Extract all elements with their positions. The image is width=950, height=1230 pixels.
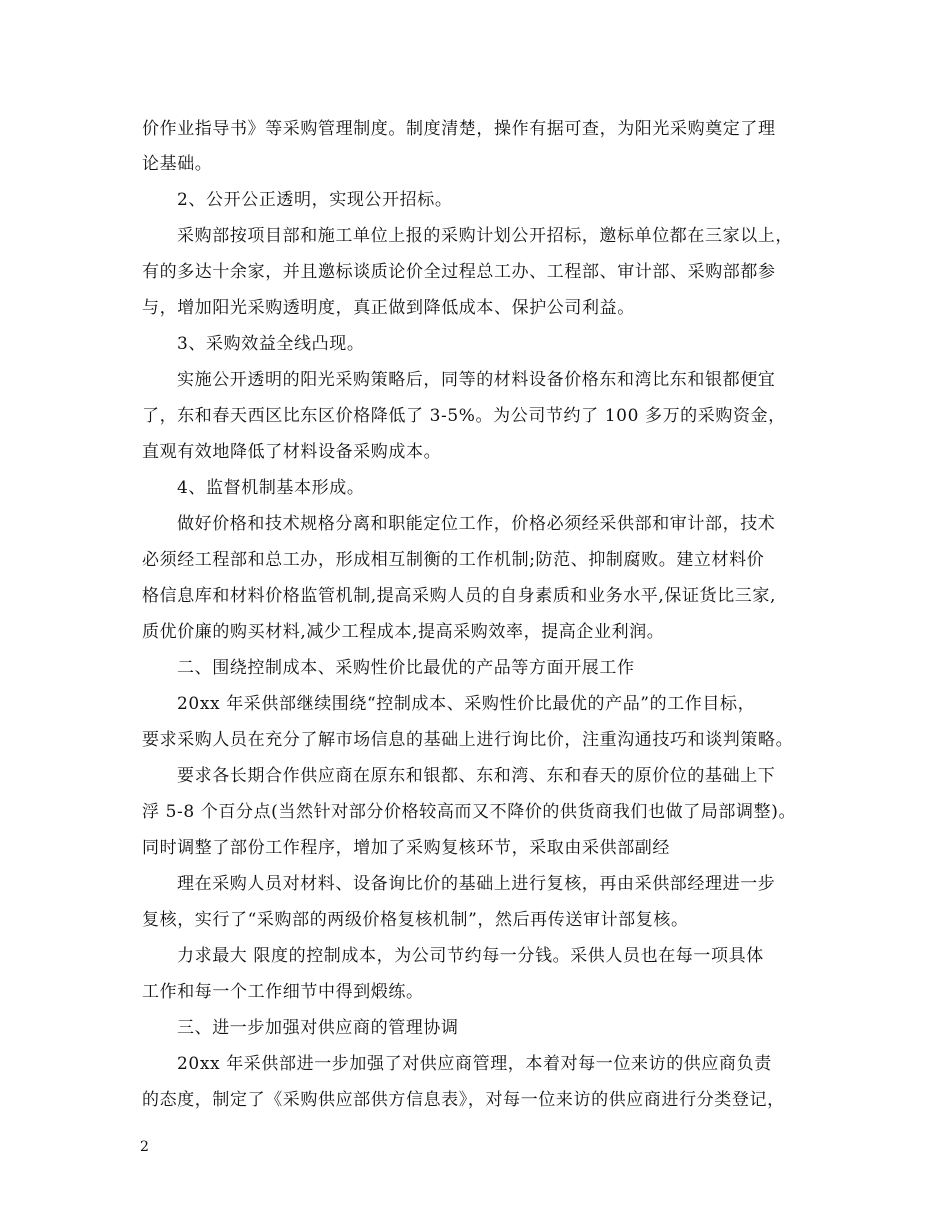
text-line: 工作和每一个工作细节中得到煅练。	[142, 982, 424, 1002]
section-heading: 三、进一步加强对供应商的管理协调	[177, 1018, 459, 1038]
page-number: 2	[140, 1139, 149, 1155]
text-line: 与，增加阳光采购透明度，真正做到降低成本、保护公司利益。	[142, 298, 635, 318]
text-line: 有的多达十余家，并且邀标谈质论价全过程总工办、工程部、审计部、采购部都参	[142, 262, 776, 282]
text-line: 20xx 年采供部进一步加强了对供应商管理，本着对每一位来访的供应商负责	[177, 1054, 772, 1074]
text-line: 论基础。	[142, 154, 213, 174]
text-line: 浮 5-8 个百分点(当然针对部分价格较高而又不降价的供货商我们也做了局部调整)。	[142, 802, 797, 822]
text-line: 格信息库和材料价格监管机制,提高采购人员的自身素质和业务水平,保证货比三家,	[142, 586, 777, 606]
text-line: 做好价格和技术规格分离和职能定位工作，价格必须经采供部和审计部，技术	[177, 514, 776, 534]
text-line: 力求最大 限度的控制成本，为公司节约每一分钱。采供人员也在每一项具体	[177, 946, 764, 966]
section-heading: 2、公开公正透明，实现公开招标。	[177, 190, 453, 210]
text-line: 20xx 年采供部继续围绕“控制成本、采购性价比最优的产品”的工作目标，	[177, 694, 756, 714]
section-heading: 4、监督机制基本形成。	[177, 478, 365, 498]
text-line: 价作业指导书》等采购管理制度。制度清楚，操作有据可查，为阳光采购奠定了理	[142, 119, 776, 139]
section-heading: 二、围绕控制成本、采购性价比最优的产品等方面开展工作	[177, 658, 635, 678]
text-line: 复核，实行了“采购部的两级价格复核机制”，然后再传送审计部复核。	[142, 910, 689, 930]
text-line: 的态度，制定了《采购供应部供方信息表》，对每一位来访的供应商进行分类登记，	[142, 1090, 785, 1110]
text-line: 必须经工程部和总工办，形成相互制衡的工作机制;防范、抑制腐败。建立材料价	[142, 550, 765, 570]
text-line: 采购部按项目部和施工单位上报的采购计划公开招标，邀标单位都在三家以上，	[177, 226, 793, 246]
text-line: 同时调整了部份工作程序，增加了采购复核环节，采取由采供部副经	[142, 838, 670, 858]
text-line: 了，东和春天西区比东区价格降低了 3-5%。为公司节约了 100 多万的采购资金，	[142, 406, 786, 426]
text-line: 质优价廉的购买材料,减少工程成本,提高采购效率，提高企业利润。	[142, 622, 665, 642]
text-line: 实施公开透明的阳光采购策略后，同等的材料设备价格东和湾比东和银都便宜	[177, 370, 776, 390]
text-line: 理在采购人员对材料、设备询比价的基础上进行复核，再由采供部经理进一步	[177, 874, 776, 894]
text-line: 要求各长期合作供应商在原东和银都、东和湾、东和春天的原价位的基础上下	[177, 766, 776, 786]
text-line: 直观有效地降低了材料设备采购成本。	[142, 442, 442, 462]
text-line: 要求采购人员在充分了解市场信息的基础上进行询比价，注重沟通技巧和谈判策略。	[142, 730, 794, 750]
section-heading: 3、采购效益全线凸现。	[177, 334, 365, 354]
